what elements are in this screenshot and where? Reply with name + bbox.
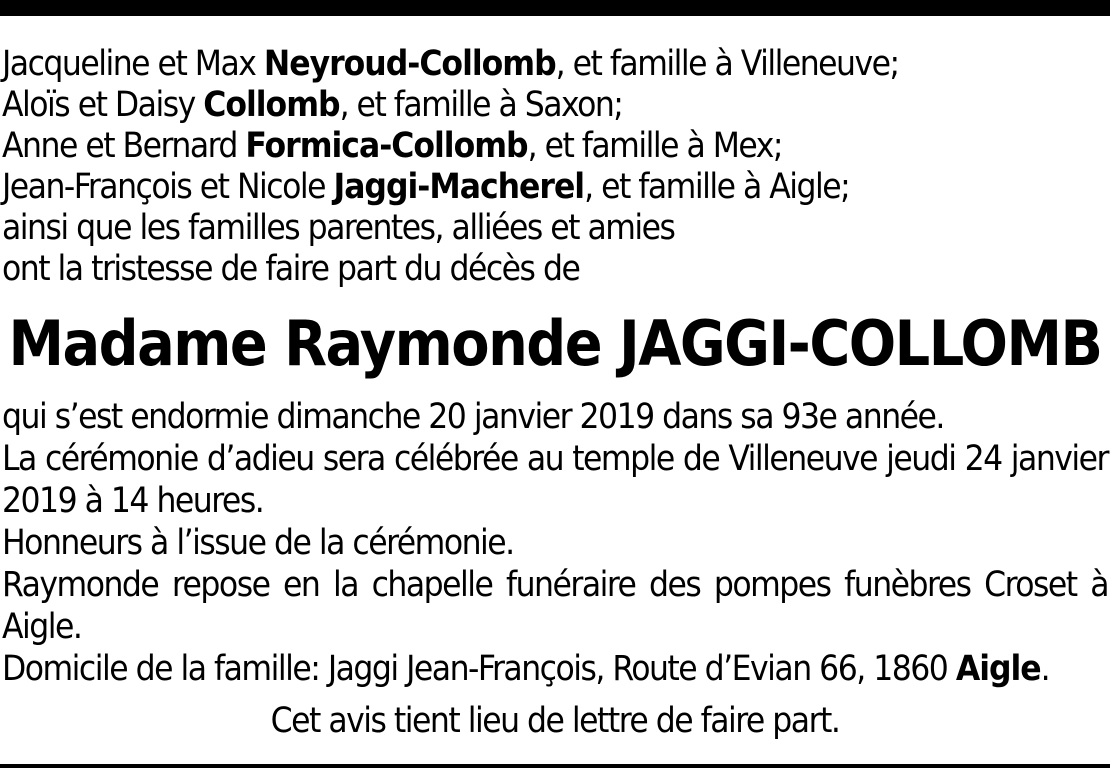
- family-members: Jacqueline et Max: [2, 44, 264, 84]
- resting-place: Raymonde repose en la chapelle funéraire des pompes funèbres Croset à Aigle.: [2, 565, 1108, 647]
- family-domicile: [2, 648, 1108, 690]
- notice-details: [2, 396, 1108, 690]
- family-announcement: [2, 44, 1108, 290]
- deceased-name: Madame Raymonde JAGGI-COLLOMB: [8, 307, 1102, 380]
- family-members: Anne et Bernard: [2, 126, 246, 166]
- domicile-address: Domicile de la famille: Jaggi Jean-François, Route d’Evian 66, 1860: [2, 649, 956, 689]
- ceremony-info: La cérémonie d’adieu sera célébrée au temple de Villeneuve jeudi 24 janvier 2019 à 14 heures.: [2, 439, 1108, 521]
- domicile-period: .: [1040, 649, 1050, 689]
- bottom-rule: [0, 764, 1110, 768]
- honours-info: Honneurs à l’issue de la cérémonie.: [2, 523, 514, 563]
- family-surname: Jaggi-Macherel: [333, 167, 585, 207]
- passing-date: qui s’est endormie dimanche 20 janvier 2019 dans sa 93e année.: [2, 397, 944, 437]
- family-surname: Formica-Collomb: [245, 126, 528, 166]
- relatives-line: ainsi que les familles parentes, alliées et amies: [2, 208, 675, 248]
- family-line: [2, 167, 1108, 208]
- family-surname: Collomb: [203, 85, 340, 125]
- closing-note: Cet avis tient lieu de lettre de faire part.: [270, 701, 840, 741]
- top-rule: [0, 0, 1110, 16]
- family-location: , et famille à Mex;: [527, 126, 782, 166]
- family-location: , et famille à Villeneuve;: [555, 44, 899, 84]
- family-surname: Neyroud-Collomb: [263, 44, 556, 84]
- family-location: , et famille à Aigle;: [584, 167, 850, 207]
- announcement-line: ont la tristesse de faire part du décès de: [2, 249, 580, 289]
- family-location: , et famille à Saxon;: [339, 85, 623, 125]
- family-line: [2, 85, 1108, 126]
- family-members: Jean-François et Nicole: [2, 167, 334, 207]
- family-members: Aloïs et Daisy: [2, 85, 204, 125]
- family-line: [2, 44, 1108, 85]
- domicile-city: Aigle: [955, 649, 1041, 689]
- family-line: [2, 126, 1108, 167]
